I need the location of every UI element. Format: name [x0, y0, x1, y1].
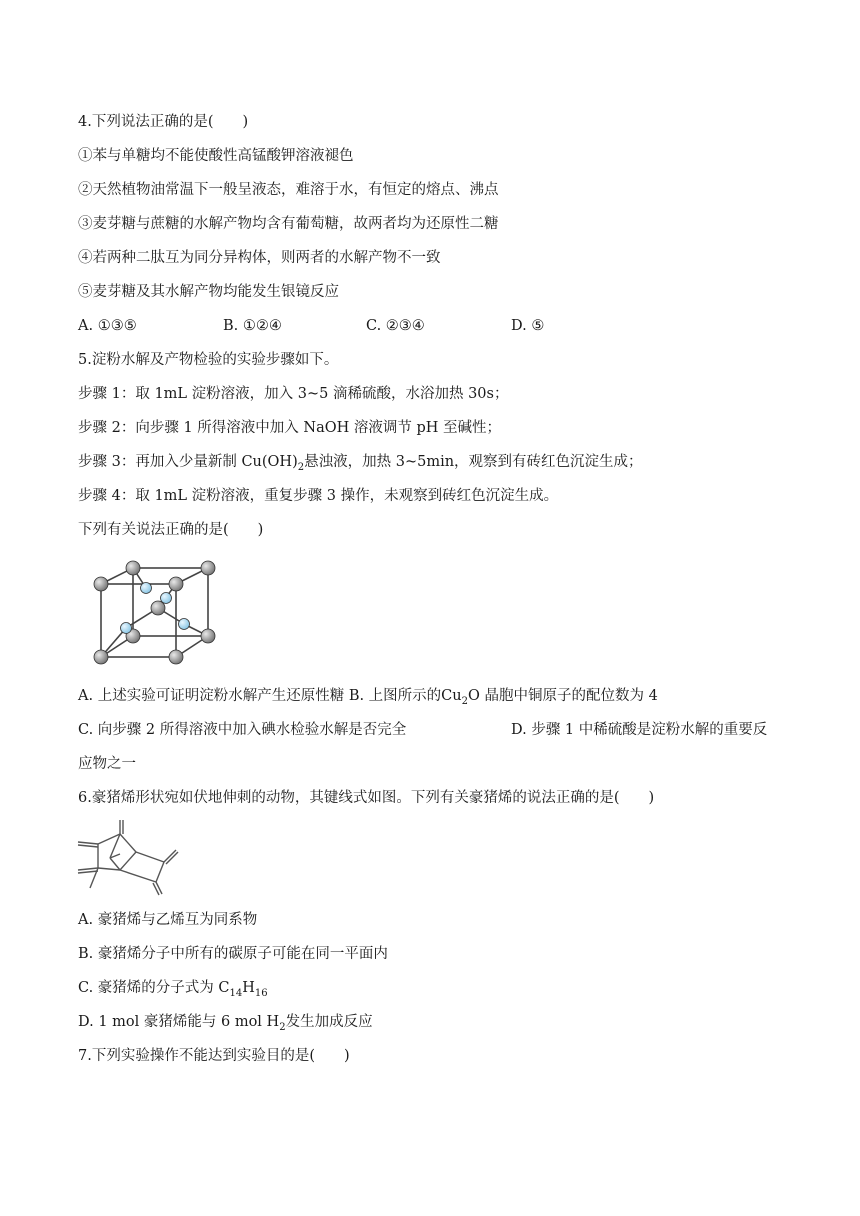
q5-option-a-b	[78, 686, 658, 712]
q5-option-c: C. 向步骤 2 所得溶液中加入碘水检验水解是否完全	[78, 722, 407, 738]
q4-option-a: A. ①③⑤	[78, 318, 137, 334]
q5-stem: 5.淀粉水解及产物检验的实验步骤如下。	[78, 352, 339, 368]
q5-step-3: 步骤 3：再加入少量新制 $Cu(OH)_2$悬浊液，加热 3~5min，观察到有砖红色沉淀生成；	[78, 454, 643, 473]
q4-option-d: D. ⑤	[511, 318, 545, 334]
q4-stem: 4.下列说法正确的是( )	[78, 114, 249, 130]
o-atom	[201, 629, 215, 643]
o-atom	[169, 577, 183, 591]
o-atom	[94, 650, 108, 664]
q4-option-b: B. ①②④	[223, 318, 282, 334]
q6-option-b: B. 豪猪烯分子中所有的碳原子可能在同一平面内	[78, 946, 388, 962]
q7-stem: 7.下列实验操作不能达到实验目的是( )	[78, 1048, 350, 1064]
cu2o-unit-cell-figure	[88, 556, 238, 676]
q4-statement-3: ③麦芽糖与蔗糖的水解产物均含有葡萄糖，故两者均为还原性二糖	[78, 216, 499, 232]
q5-question: 下列有关说法正确的是( )	[78, 522, 264, 538]
q4-statement-4: ④若两种二肽互为同分异构体，则两者的水解产物不一致	[78, 250, 441, 266]
porcupine-diene-skeletal-structure	[76, 818, 186, 898]
q6-stem: 6.豪猪烯形状宛如伏地伸刺的动物，其键线式如图。下列有关豪猪烯的说法正确的是( )	[78, 790, 655, 806]
q5-option-d-cont: 应物之一	[78, 756, 136, 772]
q4-option-c: C. ②③④	[366, 318, 425, 334]
q4-statement-5: ⑤麦芽糖及其水解产物均能发生银镜反应	[78, 284, 339, 300]
q5-step-1: 步骤 1：取 1mL 淀粉溶液，加入 3~5 滴稀硫酸，水浴加热 30s；	[78, 386, 509, 402]
q5-step-4: 步骤 4：取 1mL 淀粉溶液，重复步骤 3 操作，未观察到砖红色沉淀生成。	[78, 488, 559, 504]
o-atom	[201, 561, 215, 575]
cu-atom	[141, 583, 152, 594]
q6-option-a: A. 豪猪烯与乙烯互为同系物	[78, 912, 258, 928]
o-atom	[94, 577, 108, 591]
q6-option-d: D. 1 mol 豪猪烯能与 6 mol $H_2$发生加成反应	[78, 1014, 373, 1033]
cu-atom	[161, 593, 172, 604]
cu-atom	[121, 623, 132, 634]
q5-step-2: 步骤 2：向步骤 1 所得溶液中加入 NaOH 溶液调节 pH 至碱性；	[78, 420, 502, 436]
q4-statement-2: ②天然植物油常温下一般呈液态，难溶于水，有恒定的熔点、沸点	[78, 182, 499, 198]
o-atom-center	[151, 601, 165, 615]
cu-atom	[179, 619, 190, 630]
o-atom	[126, 561, 140, 575]
q5-option-a: A. 上述实验可证明淀粉水解产生还原性糖	[78, 688, 345, 704]
o-atom	[169, 650, 183, 664]
q5-option-d: D. 步骤 1 中稀硫酸是淀粉水解的重要反	[511, 722, 768, 738]
q5-option-b: B. 上图所示的$Cu_2O$ 晶胞中铜原子的配位数为 4	[348, 688, 658, 707]
q6-option-c: C. 豪猪烯的分子式为 $C_{14}H_{16}$	[78, 980, 268, 999]
q4-statement-1: ①苯与单糖均不能使酸性高锰酸钾溶液褪色	[78, 148, 354, 164]
